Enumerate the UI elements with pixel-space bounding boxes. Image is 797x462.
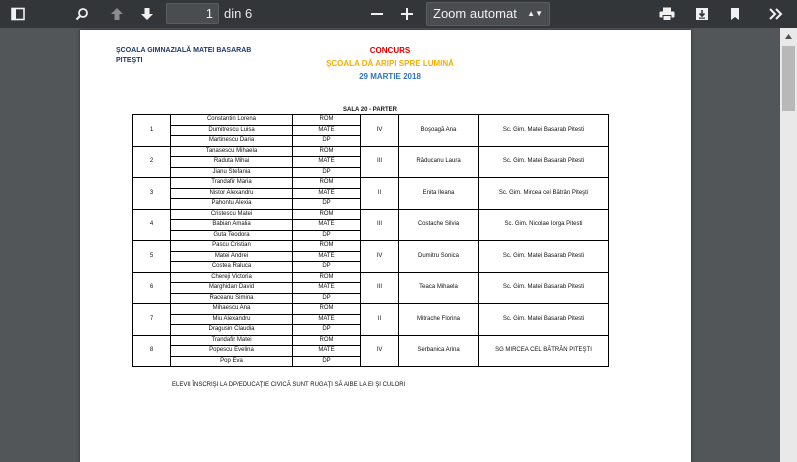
grade-cell: II [361, 178, 399, 210]
minus-icon [371, 8, 383, 20]
search-icon [75, 7, 89, 21]
table-row [133, 146, 609, 157]
teacher-name: Boşoagă Ana [399, 115, 479, 147]
student-name: Trandafir Maria [171, 178, 293, 189]
subject-cell: DP [293, 262, 361, 273]
page-number-input[interactable]: 1 [166, 3, 219, 24]
zoom-select-value: Zoom automat [433, 6, 517, 21]
download-icon [695, 7, 709, 21]
sidebar-toggle-button[interactable] [6, 0, 30, 28]
subject-cell: DP [293, 356, 361, 367]
group-number: 8 [133, 335, 171, 367]
scroll-up-button[interactable] [780, 28, 797, 44]
page-total-label: din 6 [224, 6, 253, 21]
student-name: Jianu Stefania [171, 167, 293, 178]
table-row [133, 335, 609, 346]
subject-cell: MATE [293, 157, 361, 168]
contest-title: CONCURS [369, 46, 411, 55]
download-button[interactable] [690, 0, 714, 28]
subject-cell: ROM [293, 241, 361, 252]
print-button[interactable] [655, 0, 679, 28]
more-tools-button[interactable] [763, 0, 789, 28]
student-name: Babian Amalia [171, 220, 293, 231]
subject-cell: ROM [293, 146, 361, 157]
zoom-in-button[interactable] [396, 0, 418, 28]
teacher-name: Mitrache Florina [399, 304, 479, 336]
subject-cell: ROM [293, 178, 361, 189]
grade-cell: IV [361, 335, 399, 367]
contest-date: 29 MARTIE 2018 [359, 72, 421, 81]
student-name: Marghidan David [171, 283, 293, 294]
table-row [133, 178, 609, 189]
scrollbar-thumb[interactable] [782, 46, 795, 111]
next-page-button[interactable] [135, 0, 159, 28]
student-name: Popescu Evelina [171, 346, 293, 357]
sidebar-toggle-icon [11, 7, 25, 21]
grade-cell: III [361, 272, 399, 304]
group-number: 1 [133, 115, 171, 147]
student-name: Trandafir Matei [171, 335, 293, 346]
select-caret-icon: ▲▼ [527, 9, 543, 18]
teacher-name: Dumitru Sonica [399, 241, 479, 273]
teacher-name: Enita Ileana [399, 178, 479, 210]
subject-cell: DP [293, 199, 361, 210]
previous-page-button[interactable] [105, 0, 129, 28]
table-row [133, 272, 609, 283]
subject-cell: ROM [293, 272, 361, 283]
bookmark-button[interactable] [723, 0, 747, 28]
school-cell: Sc. Gim. Matei Basarab Pitesti [479, 241, 609, 273]
contest-subtitle: ŞCOALA DĂ ARIPI SPRE LUMINĂ [326, 59, 454, 68]
pdf-page [80, 30, 691, 462]
school-cell: Sc. Gim. Mircea cel Bătrân Piteşti [479, 178, 609, 210]
grade-cell: III [361, 209, 399, 241]
grade-cell: II [361, 304, 399, 336]
student-name: Raceanu Simina [171, 293, 293, 304]
student-name: Pop Eva [171, 356, 293, 367]
school-cell: Sc. Gim. Matei Basarab Pitesti [479, 115, 609, 147]
zoom-out-button[interactable] [366, 0, 388, 28]
room-heading: SALA 20 - PARTER [342, 107, 397, 113]
student-name: Matei Andrei [171, 251, 293, 262]
arrow-down-icon [140, 7, 154, 21]
student-name: Raduta Mihai [171, 157, 293, 168]
school-cell: Sc. Gim. Nicolae Iorga Pitesti [479, 209, 609, 241]
plus-icon [401, 8, 413, 20]
double-chevron-right-icon [768, 8, 784, 20]
student-name: Dragusin Claudia [171, 325, 293, 336]
table-row [133, 115, 609, 126]
student-name: Guta Teodora [171, 230, 293, 241]
teacher-name: Costache Silvia [399, 209, 479, 241]
grade-cell: III [361, 146, 399, 178]
school-name-line2: PITEŞTI [116, 57, 143, 64]
subject-cell: DP [293, 325, 361, 336]
subject-cell: DP [293, 230, 361, 241]
search-button[interactable] [70, 0, 94, 28]
subject-cell: MATE [293, 220, 361, 231]
school-cell: Sc. Gim. Matei Basarab Pitesti [479, 272, 609, 304]
student-name: Dumitrescu Luisa [171, 125, 293, 136]
grade-cell: IV [361, 241, 399, 273]
subject-cell: MATE [293, 188, 361, 199]
school-cell: Sc. Gim. Matei Basarab Pitesti [479, 304, 609, 336]
student-name: Nistor Alexandru [171, 188, 293, 199]
group-number: 7 [133, 304, 171, 336]
scroll-up-arrow-icon [785, 34, 792, 39]
subject-cell: MATE [293, 346, 361, 357]
student-name: Mihaescu Ana [171, 304, 293, 315]
subject-cell: DP [293, 136, 361, 147]
student-name: Cristescu Matei [171, 209, 293, 220]
grade-cell: IV [361, 115, 399, 147]
student-name: Constantin Lorena [171, 115, 293, 126]
subject-cell: MATE [293, 125, 361, 136]
student-name: Costea Raluca [171, 262, 293, 273]
teacher-name: Răducanu Laura [399, 146, 479, 178]
subject-cell: DP [293, 293, 361, 304]
vertical-scrollbar[interactable] [780, 28, 797, 462]
printer-icon [659, 7, 675, 21]
group-number: 6 [133, 272, 171, 304]
teacher-name: Teaca Mihaela [399, 272, 479, 304]
teacher-name: Serbanica Arina [399, 335, 479, 367]
group-number: 4 [133, 209, 171, 241]
student-name: Pascu Cristian [171, 241, 293, 252]
group-number: 5 [133, 241, 171, 273]
student-name: Martinescu Daria [171, 136, 293, 147]
subject-cell: DP [293, 167, 361, 178]
school-name-line1: ŞCOALA GIMNAZIALĂ MATEI BASARAB [116, 47, 252, 54]
subject-cell: MATE [293, 251, 361, 262]
subject-cell: ROM [293, 209, 361, 220]
student-name: Miu Alexandru [171, 314, 293, 325]
student-name: Pahontu Alexia [171, 199, 293, 210]
table-row [133, 241, 609, 252]
table-row [133, 304, 609, 315]
subject-cell: ROM [293, 304, 361, 315]
document-viewer[interactable] [0, 28, 780, 462]
student-name: Chereji Victoria [171, 272, 293, 283]
zoom-select[interactable] [426, 2, 550, 26]
group-number: 3 [133, 178, 171, 210]
pdf-toolbar [0, 0, 797, 28]
roster-table [132, 114, 609, 367]
student-name: Tanasescu Mihaela [171, 146, 293, 157]
subject-cell: ROM [293, 115, 361, 126]
subject-cell: MATE [293, 283, 361, 294]
subject-cell: ROM [293, 335, 361, 346]
arrow-up-icon [110, 7, 124, 21]
subject-cell: MATE [293, 314, 361, 325]
table-row [133, 209, 609, 220]
group-number: 2 [133, 146, 171, 178]
bookmark-icon [729, 7, 741, 21]
school-name [116, 46, 251, 66]
school-cell: Sc. Gim. Matei Basarab Pitesti [479, 146, 609, 178]
footer-note: ELEVII ÎNSCRIŞI LA DP/EDUCAŢIE CIVICĂ SUNT RUGAŢI SĂ AIBE LA EI ŞI CULORI [172, 382, 406, 388]
school-cell: SG MIRCEA CEL BĂTRÂN PITEŞTI [479, 335, 609, 367]
